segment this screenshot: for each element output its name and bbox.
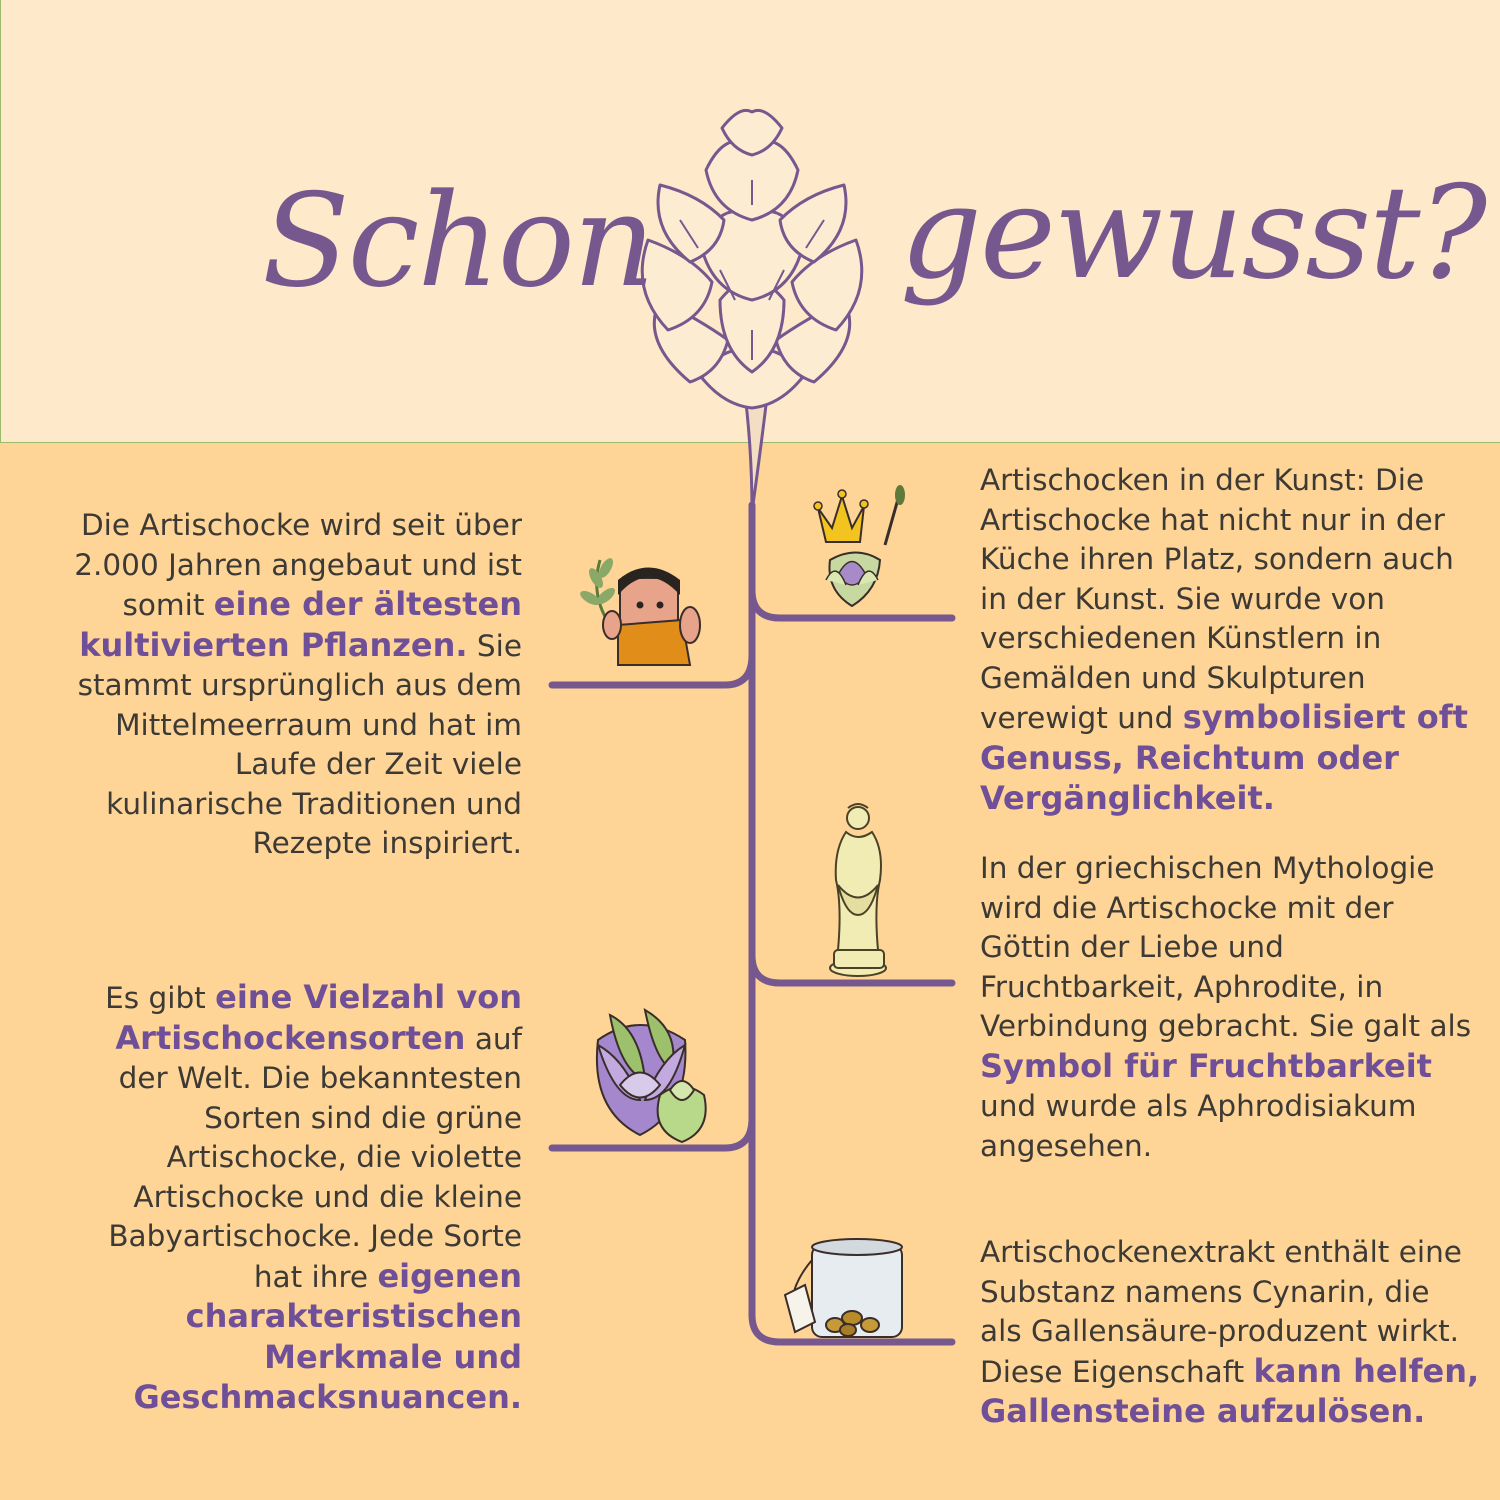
fact-text: und wurde als Aphrodisiakum angesehen. (980, 1089, 1417, 1163)
fact-highlight: eine der ältesten kultivierten Pflanzen. (79, 585, 522, 664)
artichoke-varieties-icon (597, 1010, 706, 1142)
fact-block (980, 1233, 1480, 1433)
fact-highlight: kann helfen, Gallensteine aufzulösen. (980, 1351, 1480, 1430)
fact-highlight: eine Vielzahl von Artischockensorten (115, 978, 522, 1057)
artichoke-icon (642, 110, 862, 512)
aphrodite-statue-icon (830, 804, 886, 976)
extract-jar-icon (785, 1239, 902, 1337)
fact-text: Die Artischocke wird seit über 2.000 Jahren angebaut und ist somit (74, 508, 522, 622)
fact-text: Sie stammt ursprünglich aus dem Mittelmeerraum und hat im Laufe der Zeit viele kulinarische Traditionen und Rezepte inspiriert. (77, 628, 522, 860)
fact-text: In der griechischen Mythologie wird die Artischocke mit der Göttin der Liebe und Fruchtbarkeit, Aphrodite, in Verbindung gebracht. Sie galt als (980, 851, 1472, 1043)
fact-text: Artischockenextrakt enthält eine Substanz namens Cynarin, die als Gallensäure-produzent wirkt. Diese Eigenschaft (980, 1235, 1462, 1389)
headline-right: gewusst? (900, 159, 1486, 308)
fact-text: Es gibt (105, 981, 216, 1015)
crowned-artichoke-icon (814, 485, 905, 606)
fact-block (60, 978, 522, 1419)
fact-highlight: symbolisiert oft Genuss, Reichtum oder Vergänglichkeit. (980, 698, 1468, 817)
fact-text: Artischocken in der Kunst: Die Artischocke hat nicht nur in der Küche ihren Platz, sondern auch in der Kunst. Sie wurde von verschiedenen Künstlern in Gemälden und Skulpturen verewigt und (980, 463, 1454, 735)
headline-left: Schon (262, 167, 654, 316)
caveman-icon (578, 556, 700, 665)
fact-block (980, 849, 1480, 1166)
fact-highlight: eigenen charakteristischen Merkmale und Geschmacksnuancen. (133, 1256, 522, 1416)
fact-block (60, 506, 522, 864)
fact-text: auf der Welt. Die bekanntesten Sorten sind die grüne Artischocke, die violette Artischocke und die kleine Babyartischocke. Jede Sorte hat ihre (108, 1021, 522, 1294)
fact-block (980, 461, 1480, 820)
fact-highlight: Symbol für Fruchtbarkeit (980, 1046, 1432, 1085)
